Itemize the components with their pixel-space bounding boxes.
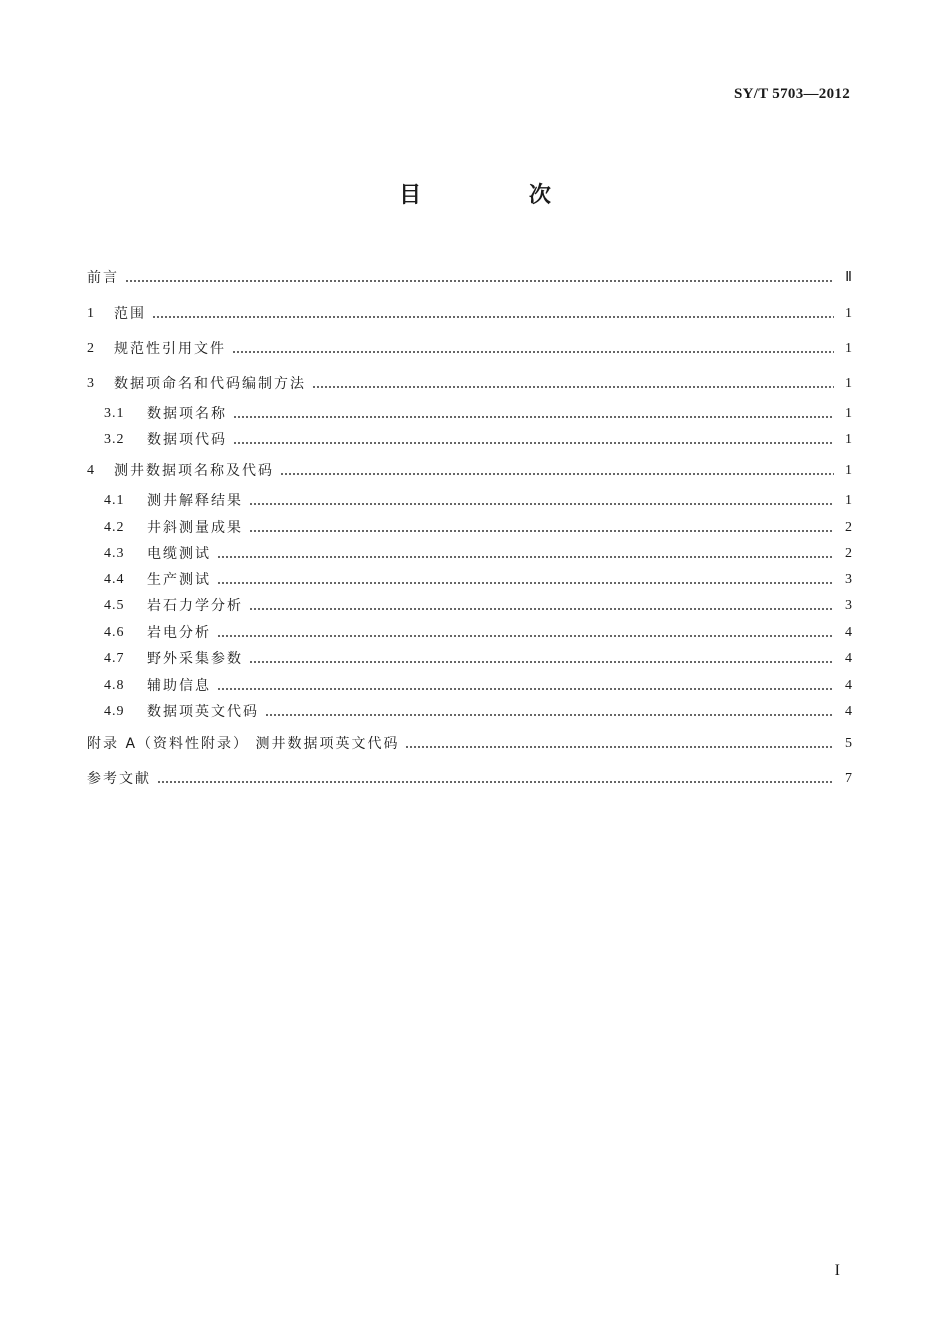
dot-leader [312,386,834,388]
standard-code: SY/T 5703—2012 [733,86,850,102]
toc-entry-number: 3 [87,376,95,391]
toc-entry-page: 1 [845,341,852,356]
toc-entry[interactable] [87,372,852,396]
dot-leader [157,781,834,783]
toc-entry-number: 4 [87,463,95,478]
toc-entry-label: 岩石力学分析 [147,598,243,614]
dot-leader [152,316,834,318]
toc-entry-label: 范围 [114,306,146,322]
toc-entry-label: 生产测试 [147,572,211,588]
toc-entry[interactable] [87,647,852,671]
toc-entry-page: 7 [845,771,852,786]
toc-entry-page: 2 [845,546,852,561]
dot-leader [249,530,834,532]
dot-leader [217,582,834,584]
toc-entry-number: 4.9 [104,704,125,719]
toc-entry-label: 井斜测量成果 [147,520,243,536]
dot-leader [233,416,834,418]
toc-entry-page: 4 [845,704,852,719]
toc-entry[interactable] [87,337,852,361]
toc-entry-page: 1 [845,432,852,447]
toc-entry[interactable] [87,266,852,290]
toc-entry[interactable] [87,516,852,540]
page-title: 目 次 [399,183,601,208]
toc-entry-page: 4 [845,625,852,640]
toc-entry[interactable] [87,402,852,426]
toc-entry-label: 数据项英文代码 [147,704,259,720]
toc-entry[interactable] [87,732,852,756]
dot-leader [249,503,834,505]
toc-entry-number: 4.5 [104,598,125,613]
toc-entry-label: 测井解释结果 [147,493,243,509]
toc-entry-number: 4.3 [104,546,125,561]
dot-leader [217,635,834,637]
toc-entry[interactable] [87,621,852,645]
toc-entry-page: 1 [845,493,852,508]
toc-entry-page: 1 [845,463,852,478]
toc-entry-number: 4.7 [104,651,125,666]
toc-entry-label: 辅助信息 [147,678,211,694]
toc-entry-number: 3.2 [104,432,125,447]
toc-entry-label: 岩电分析 [147,625,211,641]
toc-entry-label: 参考文献 [87,771,151,787]
dot-leader [125,280,834,282]
toc-entry-label: 规范性引用文件 [114,341,226,357]
toc-entry-label: 附录 A（资料性附录） 测井数据项英文代码 [87,736,400,752]
toc-entry[interactable] [87,302,852,326]
toc-entry-label: 前言 [87,270,119,286]
dot-leader [249,661,834,663]
toc-entry[interactable] [87,428,852,452]
toc-entry-number: 4.1 [104,493,125,508]
toc-entry-page: 4 [845,651,852,666]
toc-entry-label: 电缆测试 [147,546,211,562]
toc-entry-number: 3.1 [104,406,125,421]
toc-entry[interactable] [87,594,852,618]
dot-leader [217,688,834,690]
toc-entry-page: 3 [845,572,852,587]
toc-entry-label: 数据项命名和代码编制方法 [114,376,306,392]
dot-leader [280,473,834,475]
toc-entry-number: 4.2 [104,520,125,535]
toc-entry-page: 1 [845,376,852,391]
toc-entry-page: 2 [845,520,852,535]
toc-entry-label: 数据项代码 [147,432,227,448]
dot-leader [249,608,834,610]
toc-entry-label: 测井数据项名称及代码 [114,463,274,479]
toc-entry-page: 4 [845,678,852,693]
toc-entry[interactable] [87,568,852,592]
toc-entry-page: 1 [845,306,852,321]
toc-entry[interactable] [87,489,852,513]
toc-entry[interactable] [87,459,852,483]
toc-entry[interactable] [87,700,852,724]
page-number: I [834,1262,840,1279]
dot-leader [405,746,834,748]
toc-entry-page: Ⅱ [845,270,852,285]
dot-leader [233,442,834,444]
toc-entry-page: 3 [845,598,852,613]
toc-entry-label: 野外采集参数 [147,651,243,667]
toc-entry-number: 4.8 [104,678,125,693]
toc-entry[interactable] [87,767,852,791]
dot-leader [232,351,834,353]
toc-entry-label: 数据项名称 [147,406,227,422]
toc-entry-number: 1 [87,306,95,321]
toc-entry-page: 5 [845,736,852,751]
toc-entry[interactable] [87,674,852,698]
dot-leader [217,556,834,558]
toc-entry-page: 1 [845,406,852,421]
toc-entry-number: 4.6 [104,625,125,640]
toc-entry[interactable] [87,542,852,566]
toc-entry-number: 4.4 [104,572,125,587]
dot-leader [265,714,834,716]
toc-entry-number: 2 [87,341,95,356]
